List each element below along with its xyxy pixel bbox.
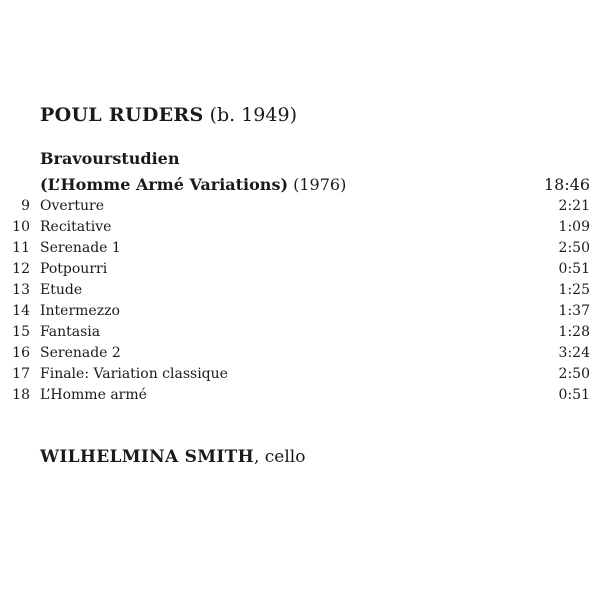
track-number: 13 (12, 282, 30, 298)
performer-name: WILHELMINA SMITH (40, 447, 254, 467)
track-title: Etude (40, 282, 83, 298)
work-total-duration: 18:46 (543, 175, 590, 194)
track-duration: 2:50 (558, 366, 590, 382)
track-row (0, 196, 590, 217)
track-row (0, 301, 590, 322)
work-subtitle: (L’Homme Armé Variations) (40, 175, 289, 194)
track-duration: 2:21 (558, 198, 590, 214)
track-title: Serenade 1 (40, 240, 121, 256)
track-duration: 0:51 (558, 261, 590, 277)
track-title: Overture (40, 198, 104, 214)
track-title: Recitative (40, 219, 112, 235)
track-number: 16 (12, 345, 30, 361)
track-row (0, 385, 590, 406)
track-title: Fantasia (40, 324, 101, 340)
track-title: Serenade 2 (40, 345, 121, 361)
track-row (0, 238, 590, 259)
track-list (0, 196, 590, 406)
track-title: Intermezzo (40, 303, 120, 319)
track-duration: 2:50 (558, 240, 590, 256)
composer-heading (40, 103, 297, 127)
performer-instrument: , cello (253, 447, 306, 467)
track-duration: 1:25 (558, 282, 590, 298)
track-row (0, 280, 590, 301)
track-title: Finale: Variation classique (40, 366, 228, 382)
track-number: 15 (12, 324, 30, 340)
track-duration: 1:37 (558, 303, 590, 319)
track-number: 18 (12, 387, 30, 403)
track-duration: 1:09 (558, 219, 590, 235)
track-row (0, 322, 590, 343)
work-subtitle-line (40, 174, 590, 196)
track-number: 11 (12, 240, 30, 256)
track-duration: 1:28 (558, 324, 590, 340)
track-title: Potpourri (40, 261, 108, 277)
work-year: (1976) (293, 175, 347, 194)
track-number: 10 (12, 219, 30, 235)
composer-dates: (b. 1949) (209, 104, 297, 126)
track-row (0, 364, 590, 385)
track-row (0, 259, 590, 280)
track-row (0, 217, 590, 238)
track-duration: 0:51 (558, 387, 590, 403)
track-number: 17 (12, 366, 30, 382)
track-number: 12 (12, 261, 30, 277)
track-title: L’Homme armé (40, 387, 147, 403)
composer-name: POUL RUDERS (40, 104, 204, 126)
work-title: Bravourstudien (40, 149, 180, 168)
track-row (0, 343, 590, 364)
track-number: 9 (21, 198, 30, 214)
performer-credit (40, 445, 305, 469)
track-duration: 3:24 (558, 345, 590, 361)
track-number: 14 (12, 303, 30, 319)
